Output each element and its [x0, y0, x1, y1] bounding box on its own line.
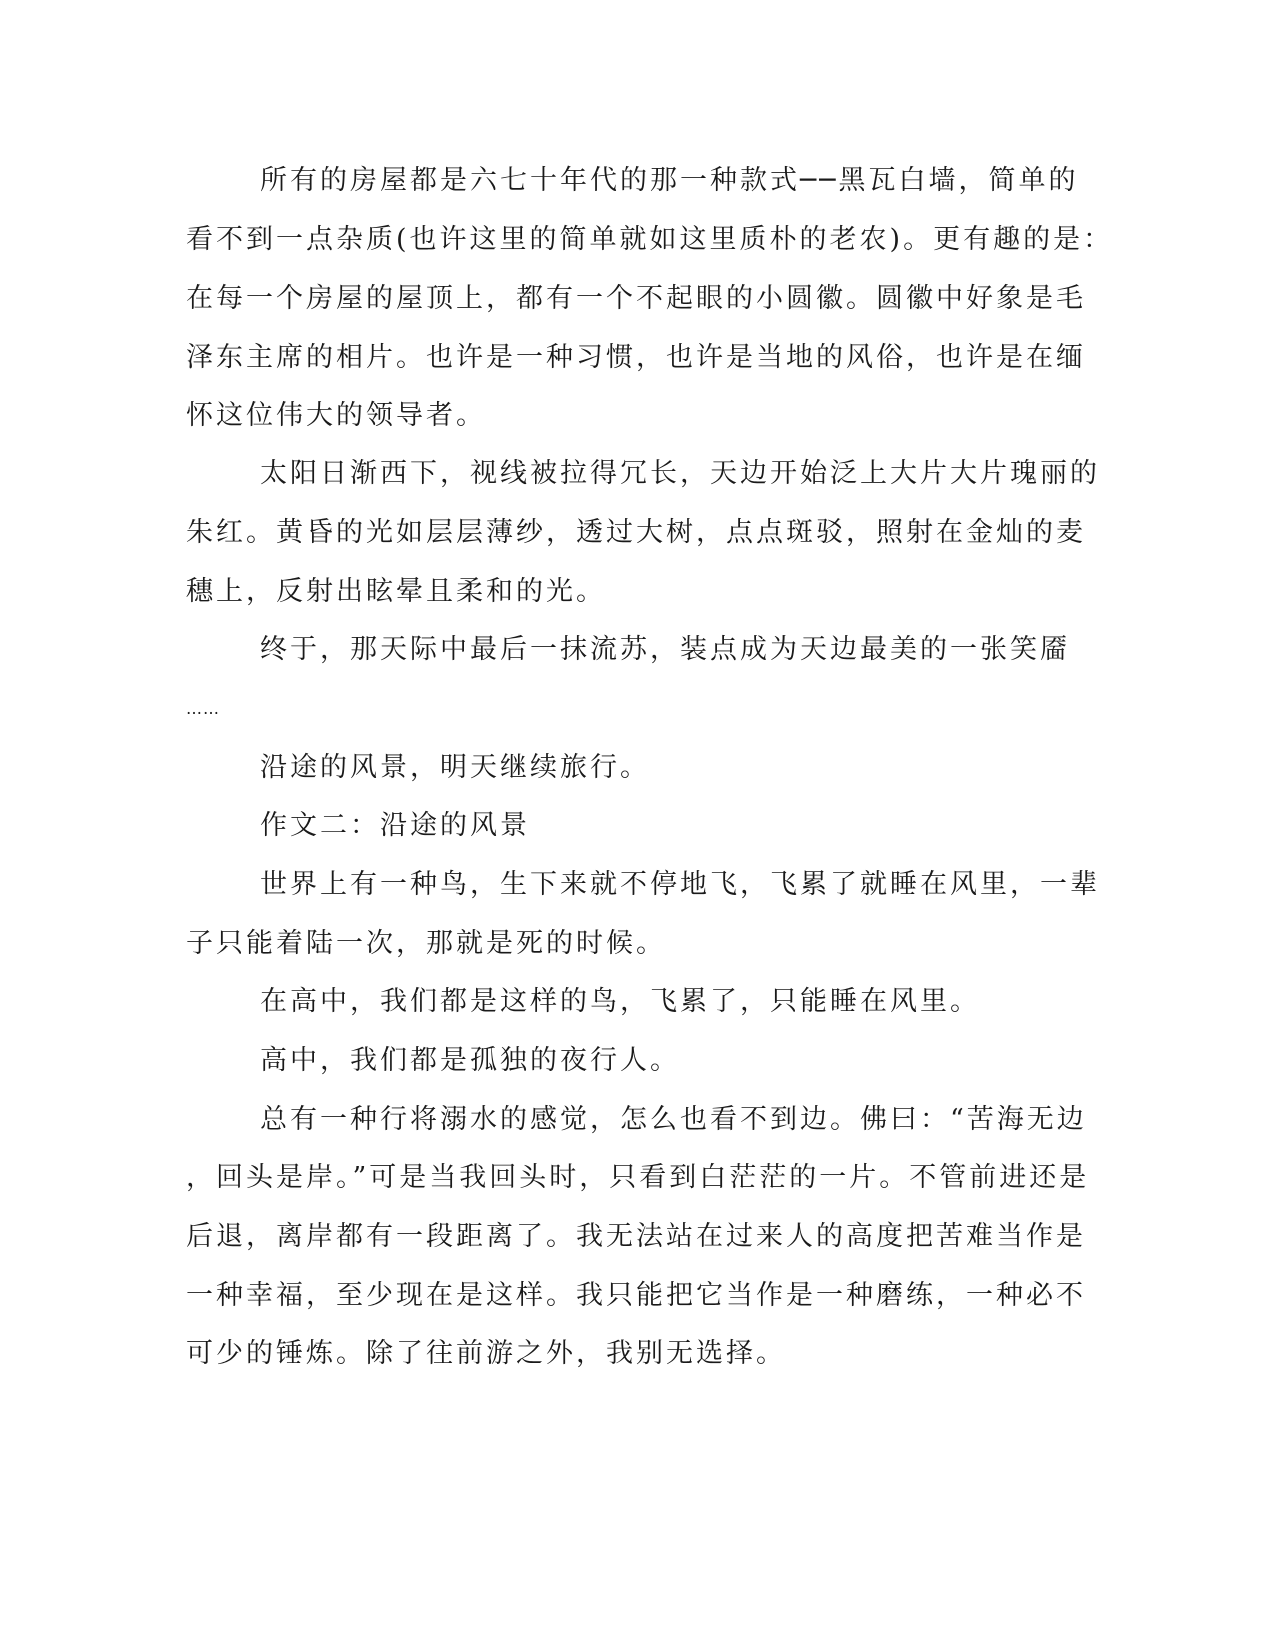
- text-line: 可少的锤炼。除了往前游之外，我别无选择。: [186, 1338, 786, 1369]
- text-line: 看不到一点杂质(也许这里的简单就如这里质朴的老农)。更有趣的是：: [186, 224, 1114, 255]
- text-line: 朱红。黄昏的光如层层薄纱，透过大树，点点斑驳，照射在金灿的麦: [186, 517, 1086, 548]
- text-line: 在高中，我们都是这样的鸟，飞累了，只能睡在风里。: [260, 986, 980, 1017]
- text-line: 怀这位伟大的领导者。: [186, 400, 486, 431]
- text-line: 太阳日渐西下，视线被拉得冗长，天边开始泛上大片大片瑰丽的: [260, 458, 1100, 489]
- text-line: 总有一种行将溺水的感觉，怎么也看不到边。佛曰：“苦海无边: [260, 1104, 1087, 1135]
- text-line: ，回头是岸。”可是当我回头时，只看到白茫茫的一片。不管前进还是: [186, 1162, 1090, 1193]
- text-line: 泽东主席的相片。也许是一种习惯，也许是当地的风俗，也许是在缅: [186, 342, 1086, 373]
- text-line: 所有的房屋都是六七十年代的那一种款式──黑瓦白墙，简单的: [260, 165, 1079, 196]
- text-line: 一种幸福，至少现在是这样。我只能把它当作是一种磨练，一种必不: [186, 1280, 1086, 1311]
- text-line: 后退，离岸都有一段距离了。我无法站在过来人的高度把苦难当作是: [186, 1221, 1086, 1252]
- section-heading: 作文二：沿途的风景: [260, 810, 530, 841]
- text-line: 世界上有一种鸟，生下来就不停地飞，飞累了就睡在风里，一辈: [260, 869, 1100, 900]
- text-line: 在每一个房屋的屋顶上，都有一个不起眼的小圆徽。圆徽中好象是毛: [186, 283, 1086, 314]
- text-line: 高中，我们都是孤独的夜行人。: [260, 1045, 680, 1076]
- text-line: 终于，那天际中最后一抹流苏，装点成为天边最美的一张笑靥: [260, 634, 1070, 665]
- ellipsis-line: ……: [186, 699, 220, 718]
- text-line: 沿途的风景，明天继续旅行。: [260, 752, 650, 783]
- text-line: 穗上，反射出眩晕且柔和的光。: [186, 576, 606, 607]
- text-line: 子只能着陆一次，那就是死的时候。: [186, 928, 666, 959]
